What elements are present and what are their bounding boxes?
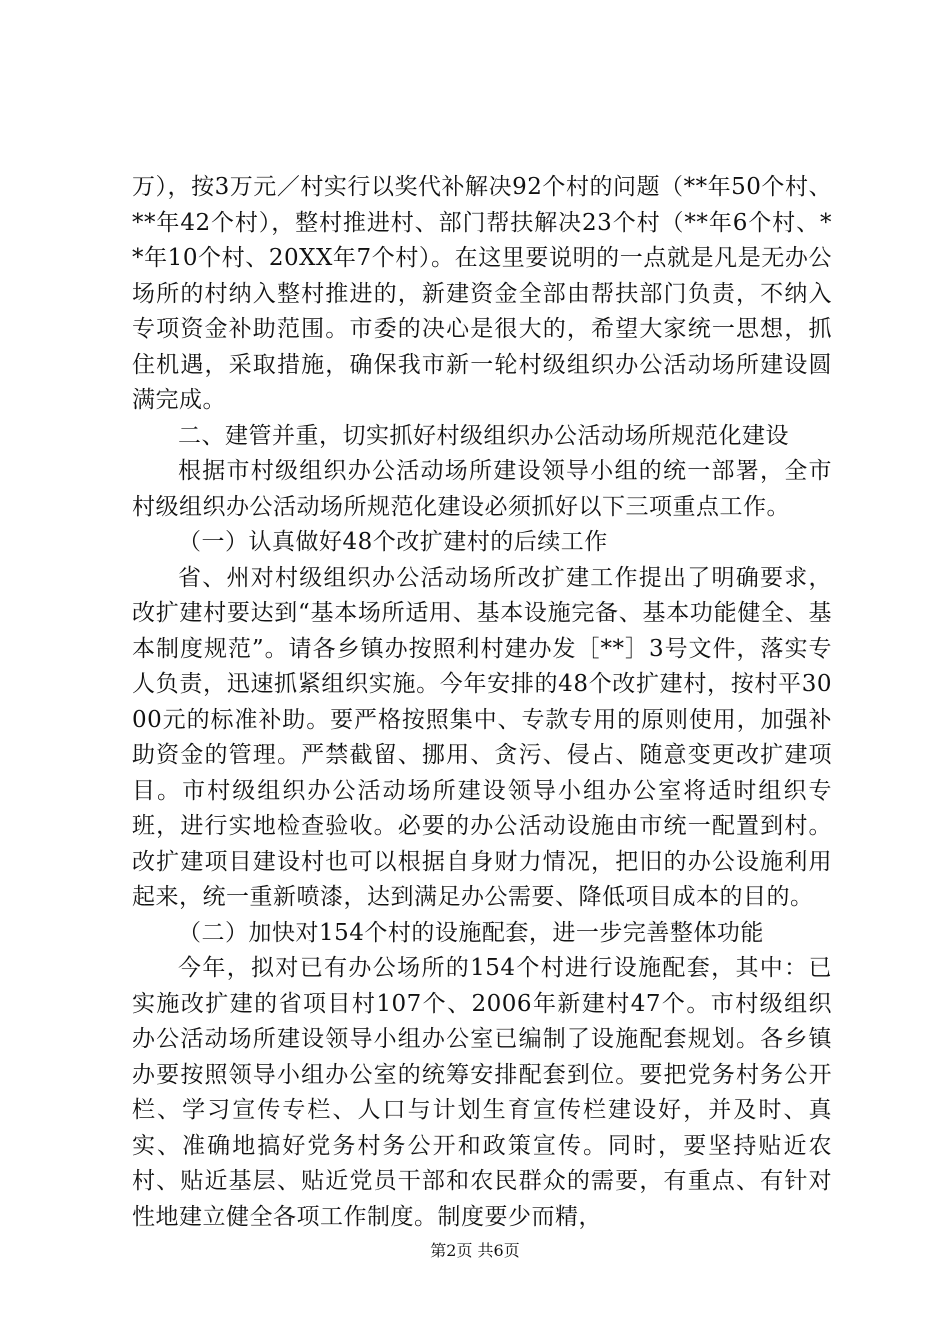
section-heading-2: 二、建管并重，切实抓好村级组织办公活动场所规范化建设	[178, 422, 789, 449]
document-body	[132, 170, 832, 1235]
paragraph-continuation: 万），按3万元／村实行以奖代补解决92个村的问题（**年50个村、**年42个村），整村推进村、部门帮扶解决23个村（**年6个村、**年10个村、20XX年7个村）。在这里要说明的一点就是凡是无办公场所的村纳入整村推进的，新建资金全部由帮扶部门负责，不纳入专项资金补助范围。市委的决心是很大的，希望大家统一思想，抓住机遇，采取措施，确保我市新一轮村级组织办公活动场所建设圆满完成。	[132, 174, 832, 413]
page-number-footer: 第2页 共6页	[430, 1241, 520, 1260]
subheading-1: （一）认真做好48个改扩建村的后续工作	[178, 529, 608, 555]
paragraph-subsection-2: 今年，拟对已有办公场所的154个村进行设施配套，其中：已实施改扩建的省项目村107个、2006年新建村47个。市村级组织办公活动场所建设领导小组办公室已编制了设施配套规划。各乡镇办要按照领导小组办公室的统筹安排配套到位。要把党务村务公开栏、学习宣传专栏、人口与计划生育宣传栏建设好，并及时、真实、准确地搞好党务村务公开和政策宣传。同时，要坚持贴近农村、贴近基层、贴近党员干部和农民群众的需要，有重点、有针对性地建立健全各项工作制度。制度要少而精，	[132, 955, 832, 1230]
paragraph-subsection-1: 省、州对村级组织办公活动场所改扩建工作提出了明确要求，改扩建村要达到“基本场所适用、基本设施完备、基本功能健全、基本制度规范”。请各乡镇办按照利村建办发［**］3号文件，落实专人负责，迅速抓紧组织实施。今年安排的48个改扩建村，按村平3000元的标准补助。要严格按照集中、专款专用的原则使用，加强补助资金的管理。严禁截留、挪用、贪污、侵占、随意变更改扩建项目。市村级组织办公活动场所建设领导小组办公室将适时组织专班，进行实地检查验收。必要的办公活动设施由市统一配置到村。改扩建项目建设村也可以根据自身财力情况，把旧的办公设施利用起来，统一重新喷漆，达到满足办公需要、降低项目成本的目的。	[132, 564, 832, 910]
subheading-2: （二）加快对154个村的设施配套，进一步完善整体功能	[178, 919, 764, 946]
paragraph-intro: 根据市村级组织办公活动场所建设领导小组的统一部署，全市村级组织办公活动场所规范化建设必须抓好以下三项重点工作。	[132, 458, 832, 520]
